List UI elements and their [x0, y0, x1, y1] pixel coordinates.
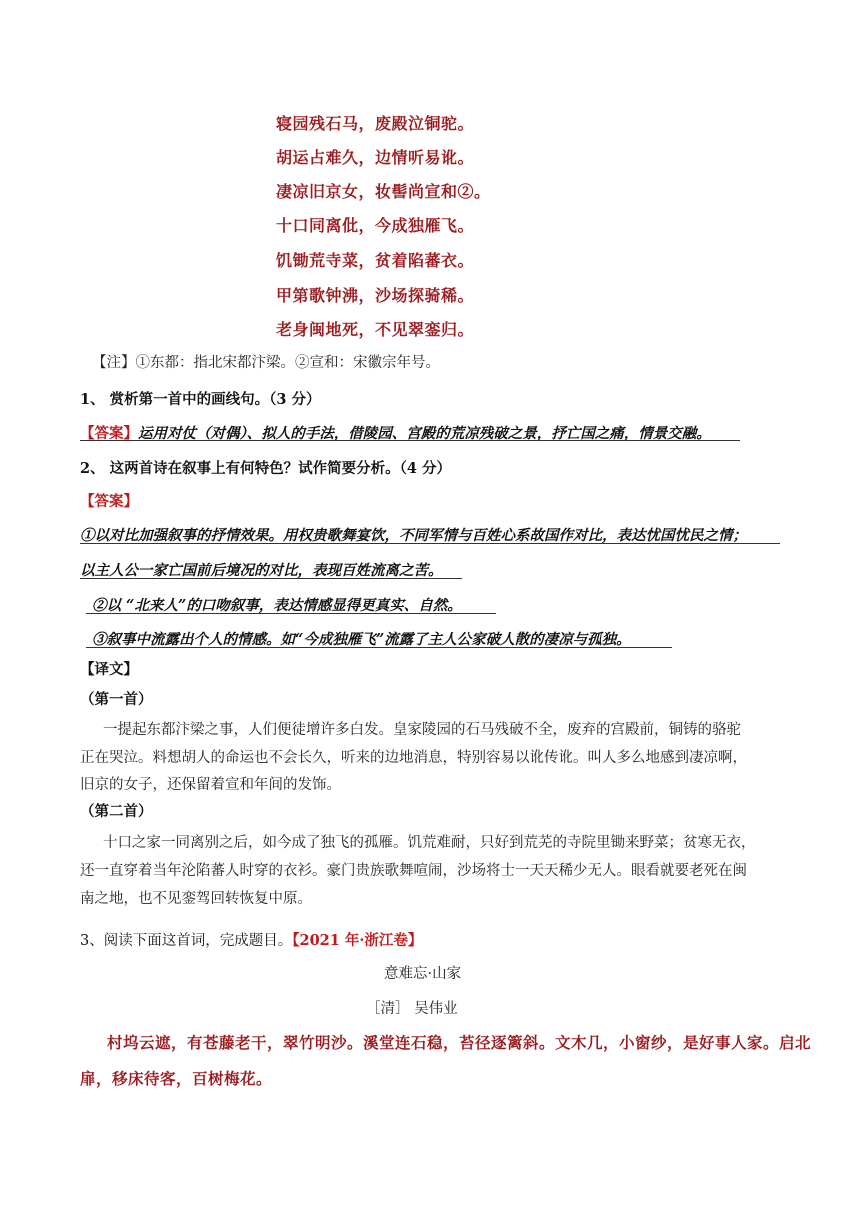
ci-title: 意难忘·山家	[384, 966, 462, 982]
question-3-prefix: 3、阅读下面这首词，完成题目。	[80, 933, 293, 949]
translation-line: 一提起东都汴梁之事，人们便徒增许多白发。皇家陵园的石马残破不全，废弃的宫殿前，铜铸的骆驼	[103, 722, 741, 738]
answer-tag: 【答案】	[80, 425, 138, 442]
translation-second-title: （第二首）	[80, 803, 153, 820]
translation-line: 十口之家一同离别之后，如今成了独飞的孤雁。饥荒难耐，只好到荒芜的寺院里锄来野菜；贫寒无衣，	[103, 835, 756, 851]
poem-line: 寝园残石马，废殿泣铜驼。	[276, 114, 475, 133]
translation-first-title: （第一首）	[80, 691, 153, 708]
ci-line: 扉，移床待客，百树梅花。	[80, 1069, 273, 1088]
answer-underline	[80, 578, 462, 579]
question-2: 2、 这两首诗在叙事上有何特色？试作简要分析。（4 分）	[80, 460, 452, 477]
question-3-source: 【2021 年·浙江卷】	[292, 932, 423, 949]
translation-line: 南之地，也不见銮驾回转恢复中原。	[80, 891, 312, 907]
poem-line: 凄凉旧京女，妆髻尚宣和②。	[276, 182, 491, 201]
ci-author: ［清］ 吴伟业	[366, 1001, 458, 1017]
answer-underline	[80, 440, 740, 441]
answer-line: ②以 “北来人”的口吻叙事，表达情感显得更真实、自然。	[92, 597, 462, 614]
answer-underline	[86, 647, 672, 648]
poem-line: 十口同离仳，今成独雁飞。	[276, 216, 475, 235]
ci-line: 村坞云遮，有苍藤老干，翠竹明沙。溪堂连石稳，苔径逐篱斜。文木几，小窗纱，是好事人家。启北	[107, 1033, 812, 1052]
question-3	[80, 929, 422, 950]
translation-line: 正在哭泣。料想胡人的命运也不会长久，听来的边地消息，特别容易以讹传讹。叫人多么地感到凄凉啊，	[80, 750, 747, 766]
translation-line: 旧京的女子，还保留着宣和年间的发饰。	[80, 777, 341, 793]
translation-heading: 【译文】	[80, 661, 138, 678]
poem-line: 甲第歌钟沸，沙场探骑稀。	[276, 286, 475, 305]
question-1: 1、 赏析第一首中的画线句。（3 分）	[80, 391, 321, 408]
poem-line: 胡运占难久，边情听易讹。	[276, 148, 475, 167]
answer-line: 以主人公一家亡国前后境况的对比，表现百姓流离之苦。	[80, 562, 443, 579]
poem-note: 【注】①东都：指北宋都汴梁。②宣和：宋徽宗年号。	[92, 355, 440, 371]
answer-underline	[86, 613, 496, 614]
poem-line: 老身闽地死，不见翠銮归。	[276, 320, 475, 339]
poem-line: 饥锄荒寺菜，贫着陷蕃衣。	[276, 251, 475, 270]
answer-line: ①以对比加强叙事的抒情效果。用权贵歌舞宴饮，不同军情与百姓心系故国作对比，表达忧国忧民之情；	[80, 527, 747, 544]
answer-text: 运用对仗（对偶）、拟人的手法，借陵园、宫殿的荒凉残破之景，抒亡国之痛，情景交融。	[138, 425, 711, 442]
answer-tag: 【答案】	[80, 493, 138, 510]
translation-line: 还一直穿着当年沦陷蕃人时穿的衣衫。豪门贵族歌舞喧闹，沙场将士一天天稀少无人。眼看就要老死在闽	[80, 863, 747, 879]
answer-line: ③叙事中流露出个人的情感。如“今成独雁飞”流露了主人公家破人散的凄凉与孤独。	[92, 631, 631, 648]
answer-underline	[80, 543, 780, 544]
